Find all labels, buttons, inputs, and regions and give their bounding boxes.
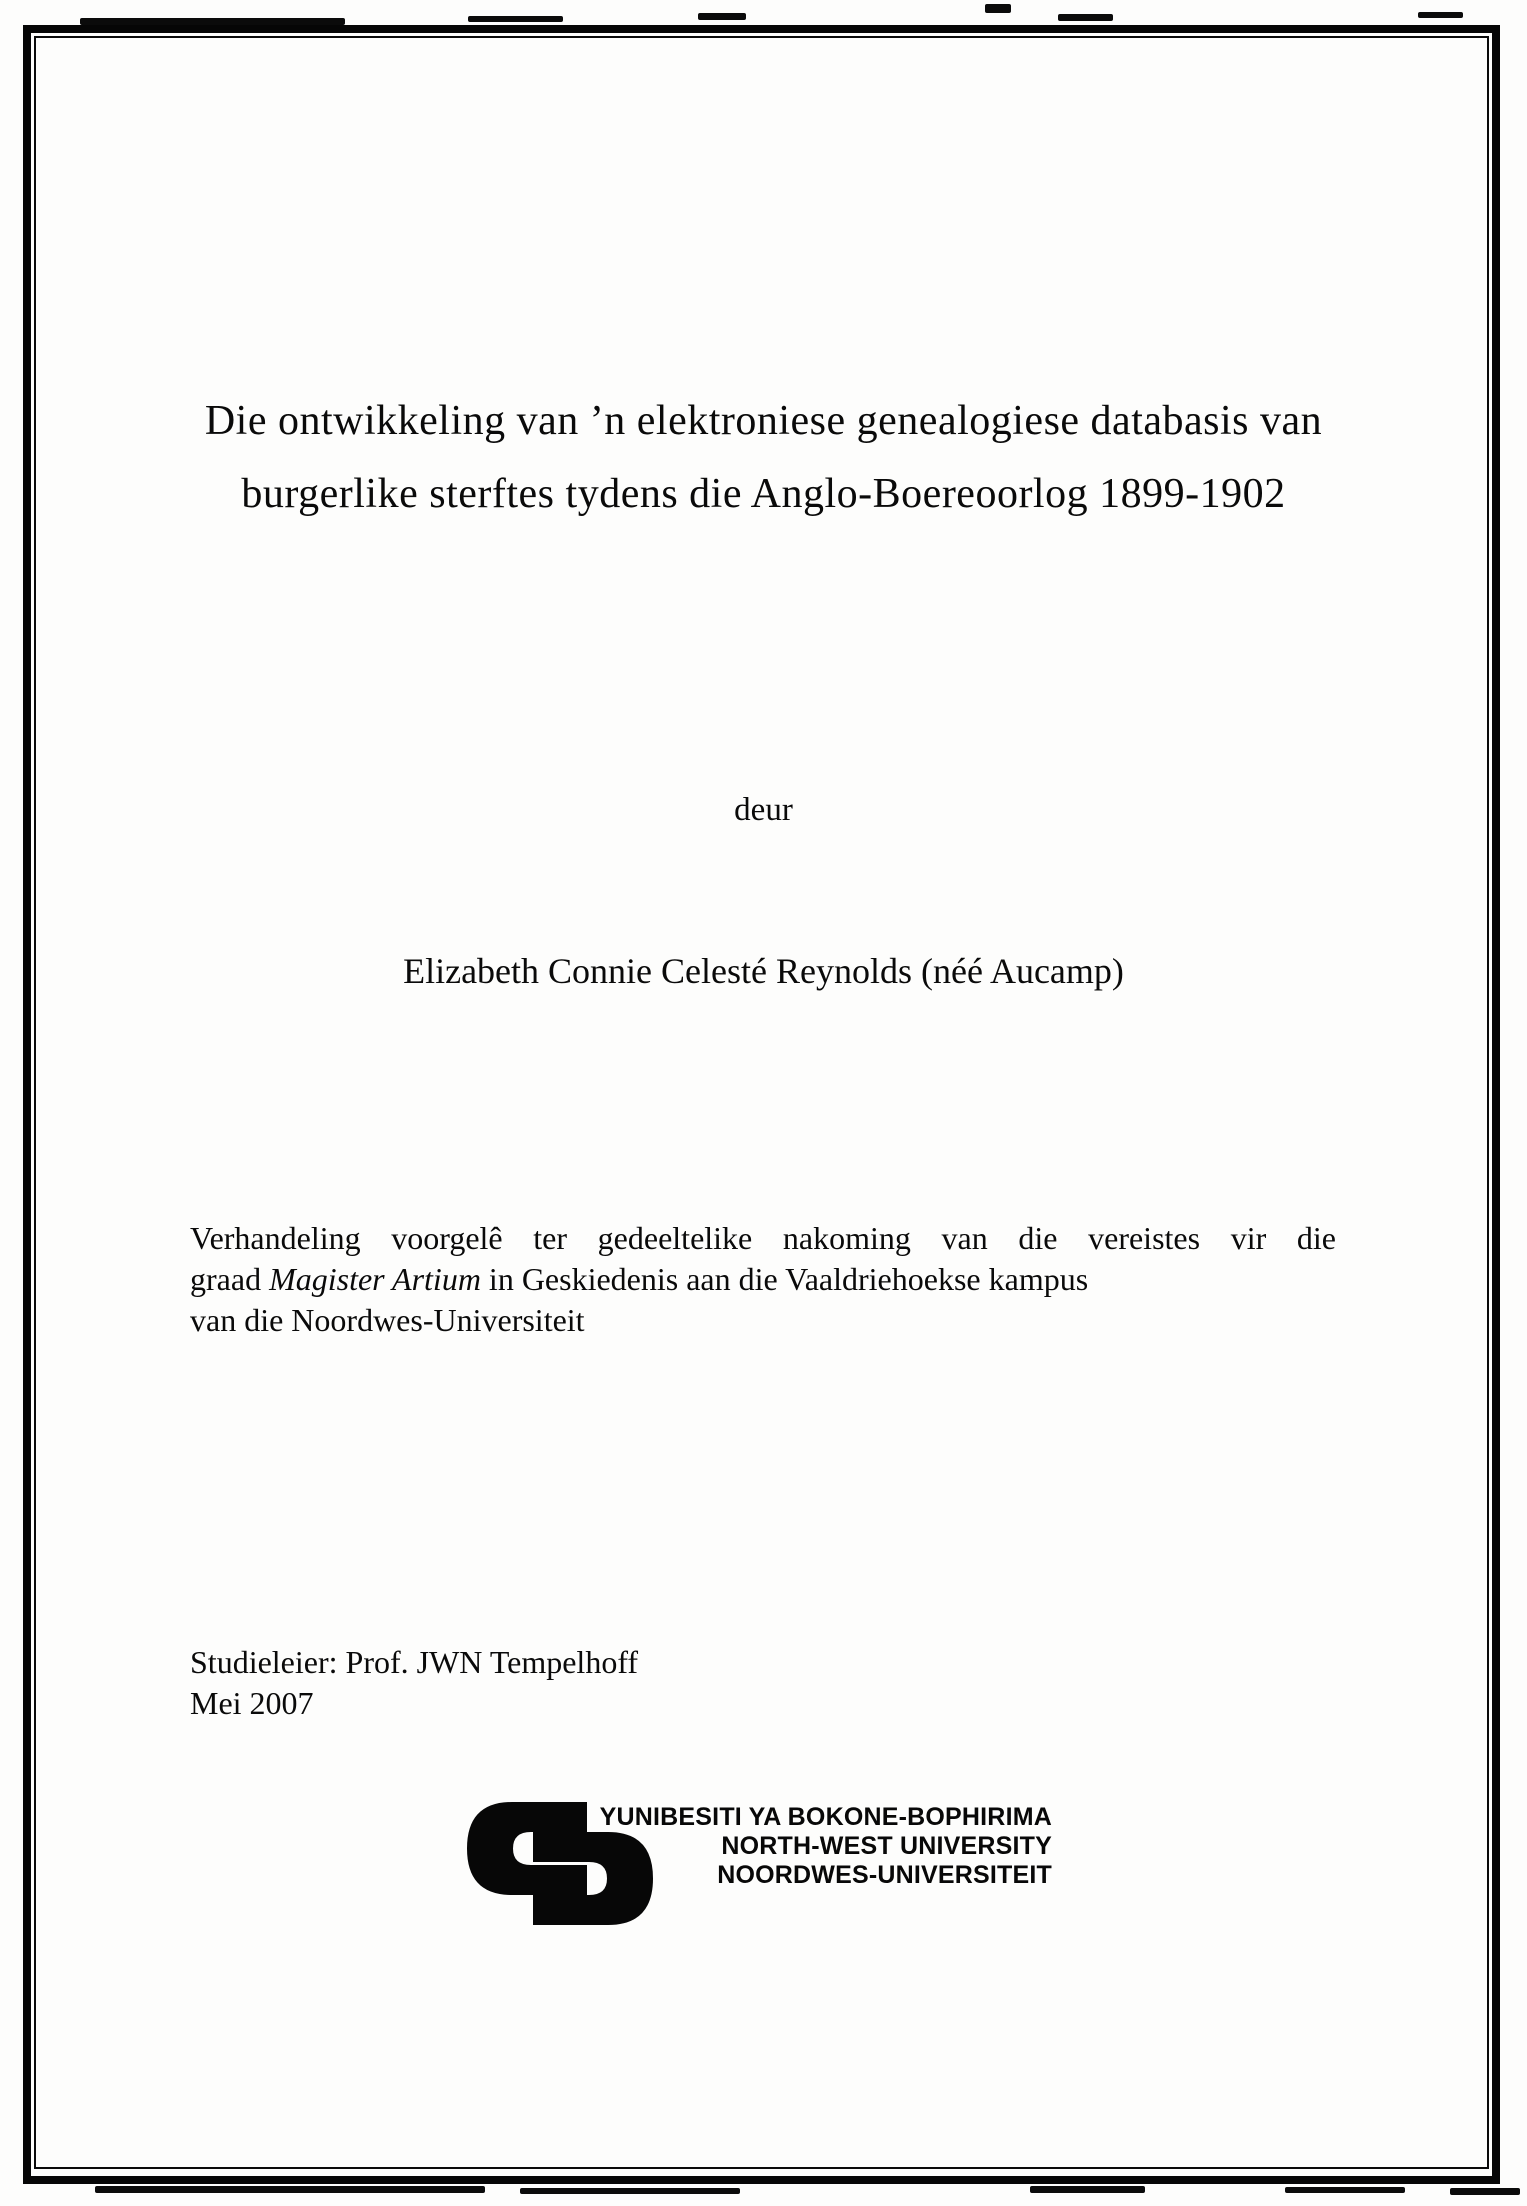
scan-artifact [698, 13, 746, 20]
scan-artifact [80, 18, 345, 25]
declaration-line2-post: in Geskiedenis aan die Vaaldriehoekse kampus [480, 1261, 1089, 1297]
author-name: Elizabeth Connie Celesté Reynolds (néé Aucamp) [403, 951, 1124, 991]
byline-deur: deur [734, 792, 793, 828]
degree-declaration [190, 1218, 1336, 1341]
supervisor-line: Studieleier: Prof. JWN Tempelhoff [190, 1644, 639, 1680]
scan-artifact [1418, 12, 1463, 18]
date-line: Mei 2007 [190, 1685, 314, 1721]
scan-artifact [1030, 2186, 1145, 2193]
degree-name-italic: Magister Artium [269, 1261, 481, 1297]
declaration-line2-pre: graad [190, 1261, 270, 1297]
scan-artifact [468, 16, 563, 22]
university-logo [0, 1795, 1527, 1945]
scan-artifact [95, 2186, 485, 2193]
thesis-title [0, 385, 1527, 531]
thesis-title-line1: Die ontwikkeling van ’n elektroniese genealogiese databasis van [204, 398, 1323, 444]
university-logo-text [600, 1803, 1052, 1890]
scan-artifact [1450, 2188, 1520, 2195]
logo-text-afrikaans: NOORDWES-UNIVERSITEIT [717, 1861, 1052, 1889]
scan-artifact [985, 4, 1011, 13]
scan-artifact [1285, 2187, 1405, 2193]
declaration-line3: van die Noordwes-Universiteit [190, 1302, 585, 1338]
declaration-line1: Verhandeling voorgelê ter gedeeltelike nakoming van die vereistes vir die [190, 1220, 1336, 1256]
scan-artifact [1058, 14, 1113, 21]
declaration-line2 [190, 1259, 1336, 1300]
scan-artifact [520, 2188, 740, 2194]
logo-text-setswana: YUNIBESITI YA BOKONE-BOPHIRIMA [599, 1803, 1052, 1831]
thesis-title-line2: burgerlike sterftes tydens die Anglo-Boereoorlog 1899-1902 [241, 471, 1286, 517]
logo-text-english: NORTH-WEST UNIVERSITY [721, 1832, 1052, 1860]
credits-block [190, 1642, 638, 1724]
